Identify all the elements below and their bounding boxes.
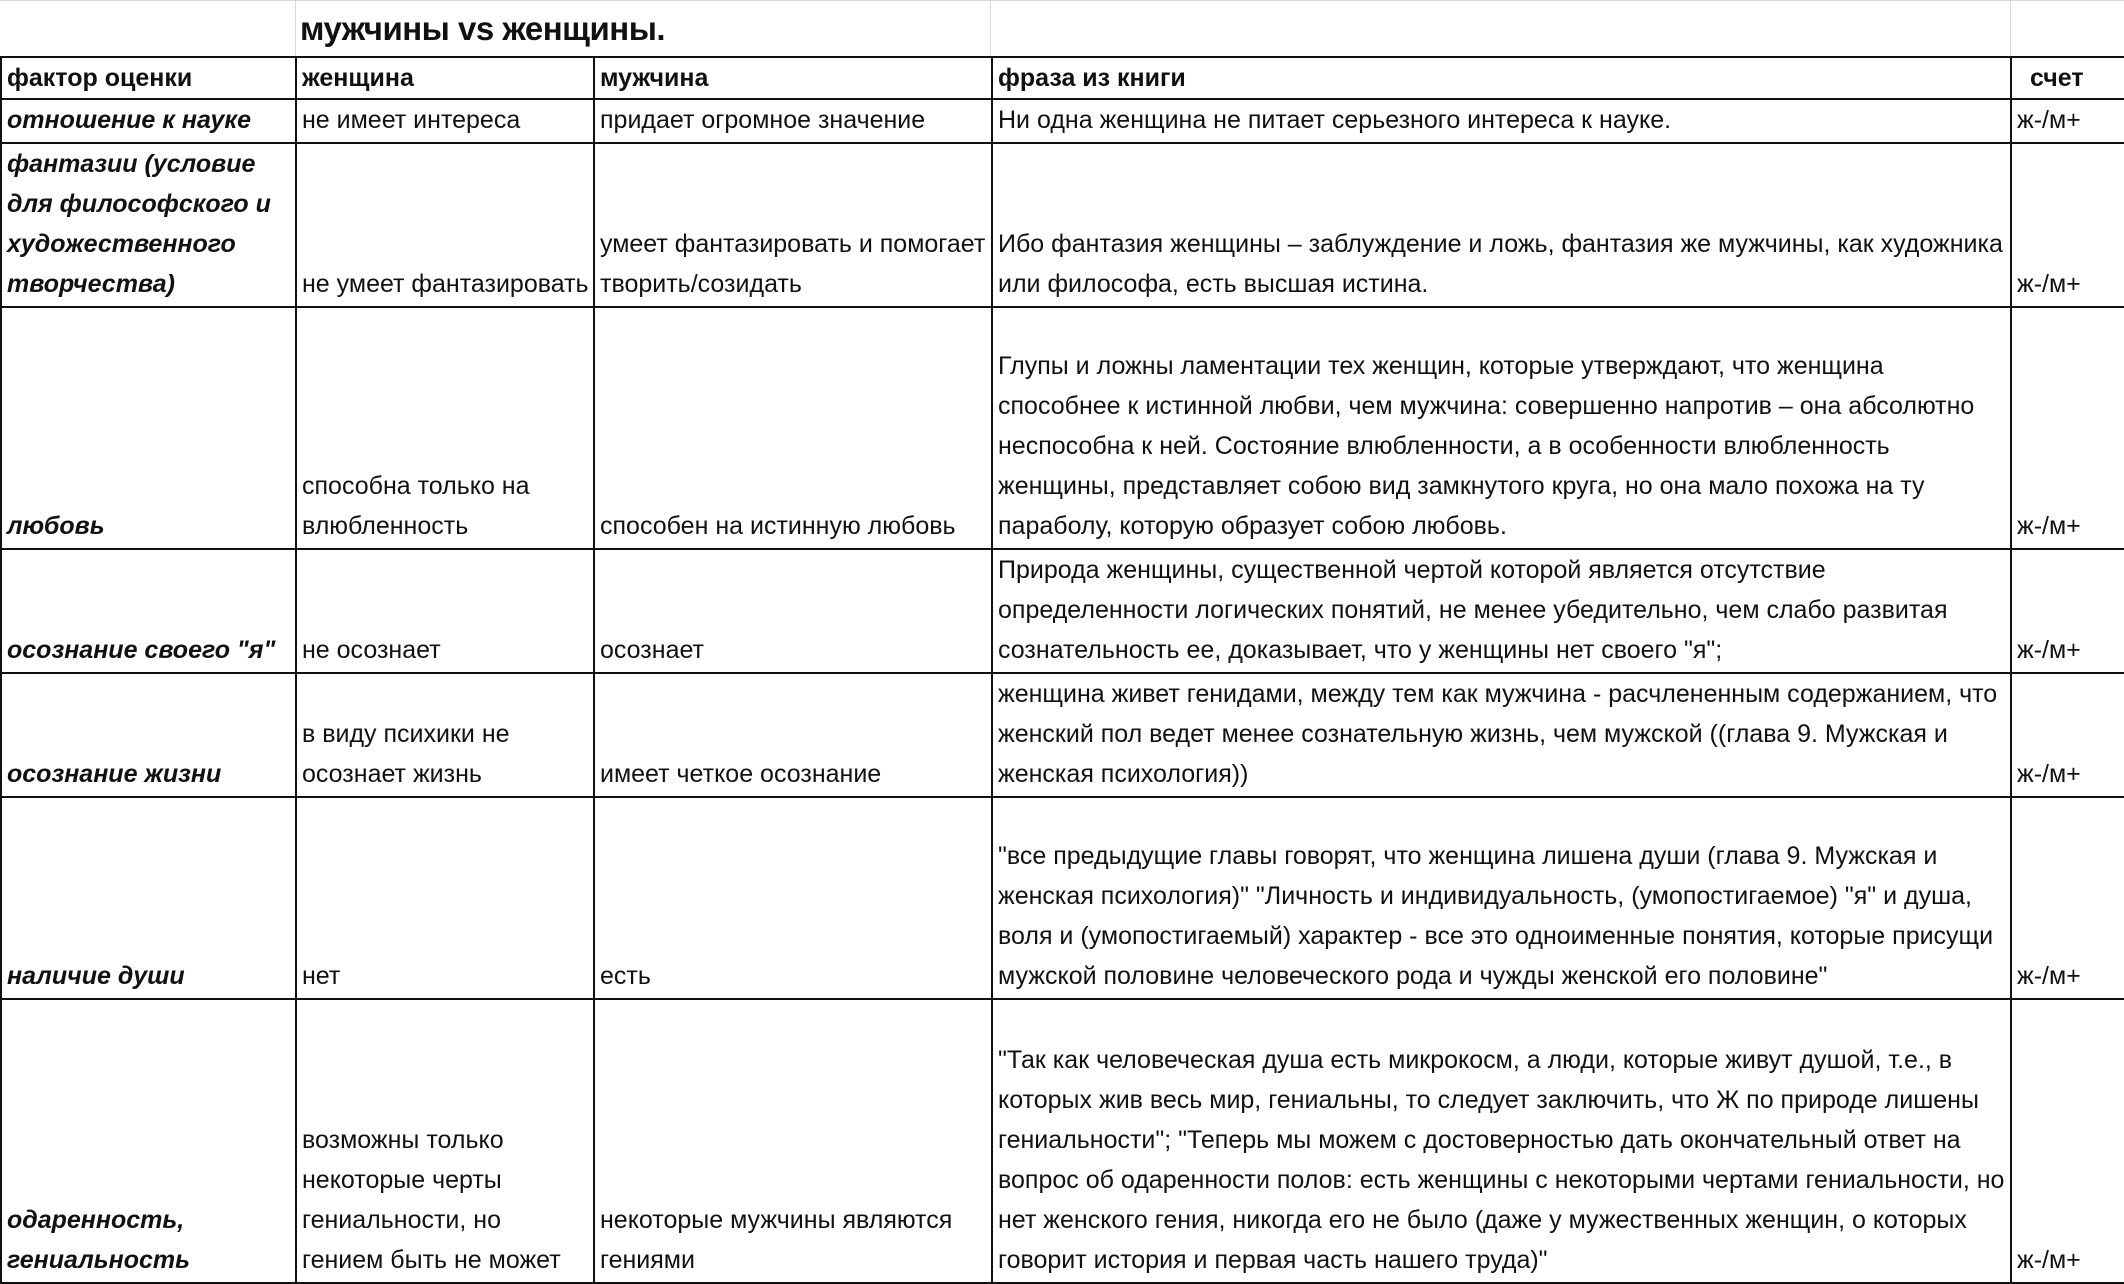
cell-man[interactable]: придает огромное значение [594, 99, 992, 143]
cell-woman[interactable]: возможны только некоторые черты гениальности, но гением быть не может [296, 999, 594, 1283]
cell-man[interactable]: умеет фантазировать и помогает творить/созидать [594, 143, 992, 307]
title-row [0, 0, 2124, 56]
cell-score[interactable]: ж-/м+ [2011, 999, 2124, 1283]
cell-factor[interactable]: осознание жизни [1, 673, 296, 797]
table-row [1, 673, 2124, 797]
table-row [1, 99, 2124, 143]
cell-quote[interactable]: "все предыдущие главы говорят, что женщина лишена души (глава 9. Мужская и женская психология)" "Личность и индивидуальность, (умопостигаемое) "я" и душа, воля и (умопостигаемый) характер - все это одноименные понятия, которые присущи мужской половине человеческого рода и чужды женской его половине" [992, 797, 2011, 999]
table-row [1, 549, 2124, 673]
table-row [1, 797, 2124, 999]
cell-score[interactable]: ж-/м+ [2011, 307, 2124, 549]
header-man[interactable]: мужчина [594, 57, 992, 99]
cell-score[interactable]: ж-/м+ [2011, 549, 2124, 673]
header-row [1, 57, 2124, 99]
gridline [295, 0, 296, 56]
gridline [990, 0, 991, 56]
cell-woman[interactable]: в виду психики не осознает жизнь [296, 673, 594, 797]
cell-score[interactable]: ж-/м+ [2011, 99, 2124, 143]
cell-factor[interactable]: фантазии (условие для философского и художественного творчества) [1, 143, 296, 307]
cell-man[interactable]: есть [594, 797, 992, 999]
table-row [1, 999, 2124, 1283]
cell-quote[interactable]: Ибо фантазия женщины – заблуждение и ложь, фантазия же мужчины, как художника или философа, есть высшая истина. [992, 143, 2011, 307]
cell-quote[interactable]: "Так как человеческая душа есть микрокосм, а люди, которые живут душой, т.е., в которых жив весь мир, гениальны, то следует заключить, что Ж по природе лишены гениальности"; "Теперь мы можем с достоверностью дать окончательный ответ на вопрос об одаренности полов: есть женщины с некоторыми чертами гениальности, но нет женского гения, никогда его не было (даже у мужественных женщин, о которых говорит история и первая часть нашего труда)" [992, 999, 2011, 1283]
cell-factor[interactable]: отношение к науке [1, 99, 296, 143]
comparison-table [0, 56, 2124, 1284]
cell-woman[interactable]: нет [296, 797, 594, 999]
cell-man[interactable]: имеет четкое осознание [594, 673, 992, 797]
cell-score[interactable]: ж-/м+ [2011, 143, 2124, 307]
cell-quote[interactable]: Ни одна женщина не питает серьезного интереса к науке. [992, 99, 2011, 143]
sheet-title[interactable]: мужчины vs женщины. [300, 10, 666, 47]
cell-man[interactable]: осознает [594, 549, 992, 673]
cell-factor[interactable]: любовь [1, 307, 296, 549]
cell-woman[interactable]: способна только на влюбленность [296, 307, 594, 549]
gridline [2010, 0, 2011, 56]
cell-quote[interactable]: женщина живет генидами, между тем как мужчина - расчлененным содержанием, что женский пол ведет менее сознательную жизнь, чем мужской ((глава 9. Мужская и женская психология)) [992, 673, 2011, 797]
cell-woman[interactable]: не имеет интереса [296, 99, 594, 143]
table-row [1, 143, 2124, 307]
cell-quote[interactable]: Глупы и ложны ламентации тех женщин, которые утверждают, что женщина способнее к истинной любви, чем мужчина: совершенно напротив – она абсолютно неспособна к ней. Состояние влюбленности, а в особенности влюбленность женщины, представляет собою вид замкнутого круга, но она мало похожа на ту параболу, которую образует собою любовь. [992, 307, 2011, 549]
cell-quote[interactable]: Природа женщины, существенной чертой которой является отсутствие определенности логических понятий, не менее убедительно, чем слабо развитая сознательность ее, доказывает, что у женщины нет своего "я"; [992, 549, 2011, 673]
header-factor[interactable]: фактор оценки [1, 57, 296, 99]
cell-man[interactable]: некоторые мужчины являются гениями [594, 999, 992, 1283]
gridline [0, 0, 2124, 1]
cell-factor[interactable]: осознание своего "я" [1, 549, 296, 673]
cell-factor[interactable]: одаренность, гениальность [1, 999, 296, 1283]
header-woman[interactable]: женщина [296, 57, 594, 99]
cell-woman[interactable]: не умеет фантазировать [296, 143, 594, 307]
table-row [1, 307, 2124, 549]
cell-man[interactable]: способен на истинную любовь [594, 307, 992, 549]
header-quote[interactable]: фраза из книги [992, 57, 2011, 99]
cell-factor[interactable]: наличие души [1, 797, 296, 999]
cell-score[interactable]: ж-/м+ [2011, 797, 2124, 999]
cell-score[interactable]: ж-/м+ [2011, 673, 2124, 797]
header-score[interactable]: счет [2011, 57, 2124, 99]
cell-woman[interactable]: не осознает [296, 549, 594, 673]
